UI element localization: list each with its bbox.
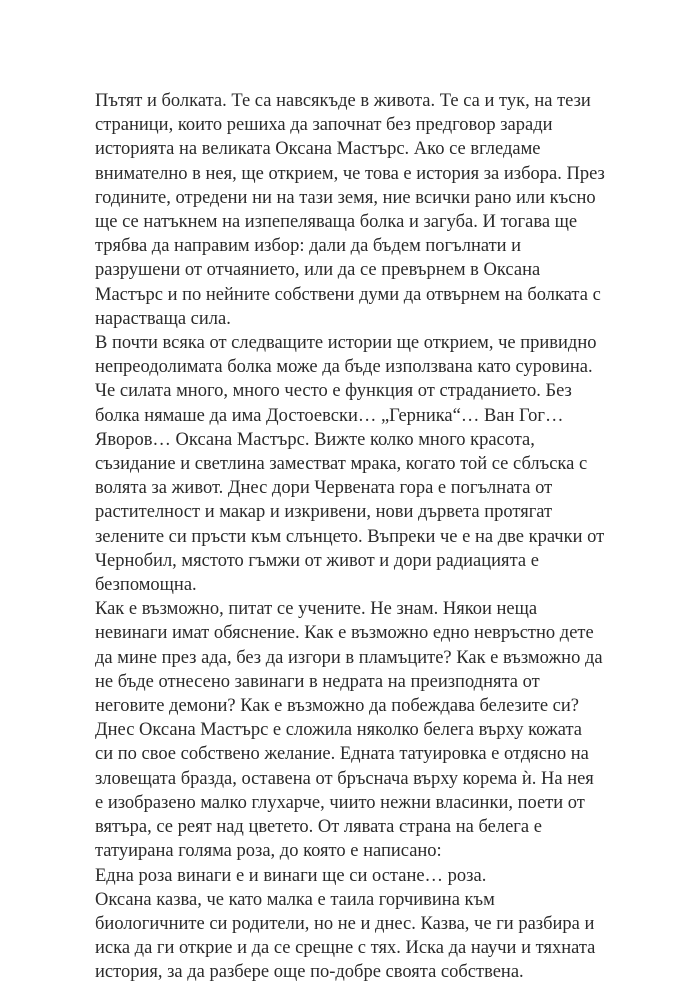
body-text	[95, 89, 635, 985]
text-line: невинаги имат обяснение. Как е възможно едно невръстно дете	[95, 623, 594, 644]
text-line: си по свое собствено желание. Едната татуировка е отдясно на	[95, 744, 589, 765]
text-line: вятъра, се реят над цветето. От лявата страна на белега е	[95, 817, 542, 838]
text-line: иска да ги открие и да се срещне с тях. Иска да научи и тяхната	[95, 938, 596, 959]
text-line: татуирана голяма роза, до която е написано:	[95, 841, 442, 862]
text-line: зелените си пръсти към слънцето. Въпреки че е на две крачки от	[95, 526, 605, 547]
text-line: съзидание и светлина заместват мрака, когато той се сблъска с	[95, 454, 588, 475]
text-line: Мастърс и по нейните собствени думи да отвърнем на болката с	[95, 284, 601, 305]
text-line: нарастваща сила.	[95, 308, 231, 329]
text-line: историята на великата Оксана Мастърс. Ако се вгледаме	[95, 139, 541, 160]
text-line: не бъде отнесено завинаги в недрата на преизподнята от	[95, 671, 540, 692]
text-line: волята за живот. Днес дори Червената гора е погълната от	[95, 478, 553, 499]
text-line: неговите демони? Как е възможно да побеждава белезите си?	[95, 696, 579, 717]
text-line: Как е възможно, питат се учените. Не знам. Някои неща	[95, 599, 538, 620]
text-line: Пътят и болката. Те са навсякъде в живота. Те са и тук, на тези	[95, 91, 591, 111]
text-line: В почти всяка от следващите истории ще открием, че привидно	[95, 333, 597, 354]
text-line: болка нямаше да има Достоевски… „Герника“… Ван Гог…	[95, 405, 564, 426]
text-line: непреодолимата болка може да бъде използвана като суровина.	[95, 357, 593, 378]
text-line: биологичните си родители, но не и днес. Казва, че ги разбира и	[95, 913, 595, 934]
text-line: е изобразено малко глухарче, чиито нежни власинки, поети от	[95, 792, 585, 813]
text-line: Че силата много, много често е функция от страданието. Без	[95, 381, 572, 402]
text-line: да мине през ада, без да изгори в пламъците? Как е възможно да	[95, 647, 603, 668]
text-line: Чернобил, мястото гъмжи от живот и дори радиацията е	[95, 550, 539, 571]
text-line: безпомощна.	[95, 575, 197, 596]
text-line: Оксана казва, че като малка е таила горчивина към	[95, 889, 495, 910]
text-line: растителност и макар и изкривени, нови дървета протягат	[95, 502, 553, 523]
text-line: Яворов… Оксана Мастърс. Вижте колко много красота,	[95, 429, 535, 450]
text-line: Една роза винаги е и винаги ще си остане… роза.	[95, 865, 487, 886]
text-line: зловещата бразда, оставена от бръснача върху корема ѝ. На нея	[95, 768, 594, 789]
text-line: история, за да разбере още по-добре своята собствена.	[95, 962, 524, 983]
text-line: страници, които решиха да започнат без предговор заради	[95, 115, 553, 136]
text-line: внимателно в нея, ще открием, че това е история за избора. През	[95, 163, 605, 184]
text-line: Днес Оксана Мастърс е сложила няколко белега върху кожата	[95, 720, 582, 741]
text-line: трябва да направим избор: дали да бъдем погълнати и	[95, 236, 522, 257]
text-line: разрушени от отчаянието, или да се превърнем в Оксана	[95, 260, 541, 281]
text-line: ще се натъкнем на изпепеляваща болка и загуба. И тогава ще	[95, 212, 578, 233]
text-line: годините, отредени ни на тази земя, ние всички рано или късно	[95, 187, 596, 208]
